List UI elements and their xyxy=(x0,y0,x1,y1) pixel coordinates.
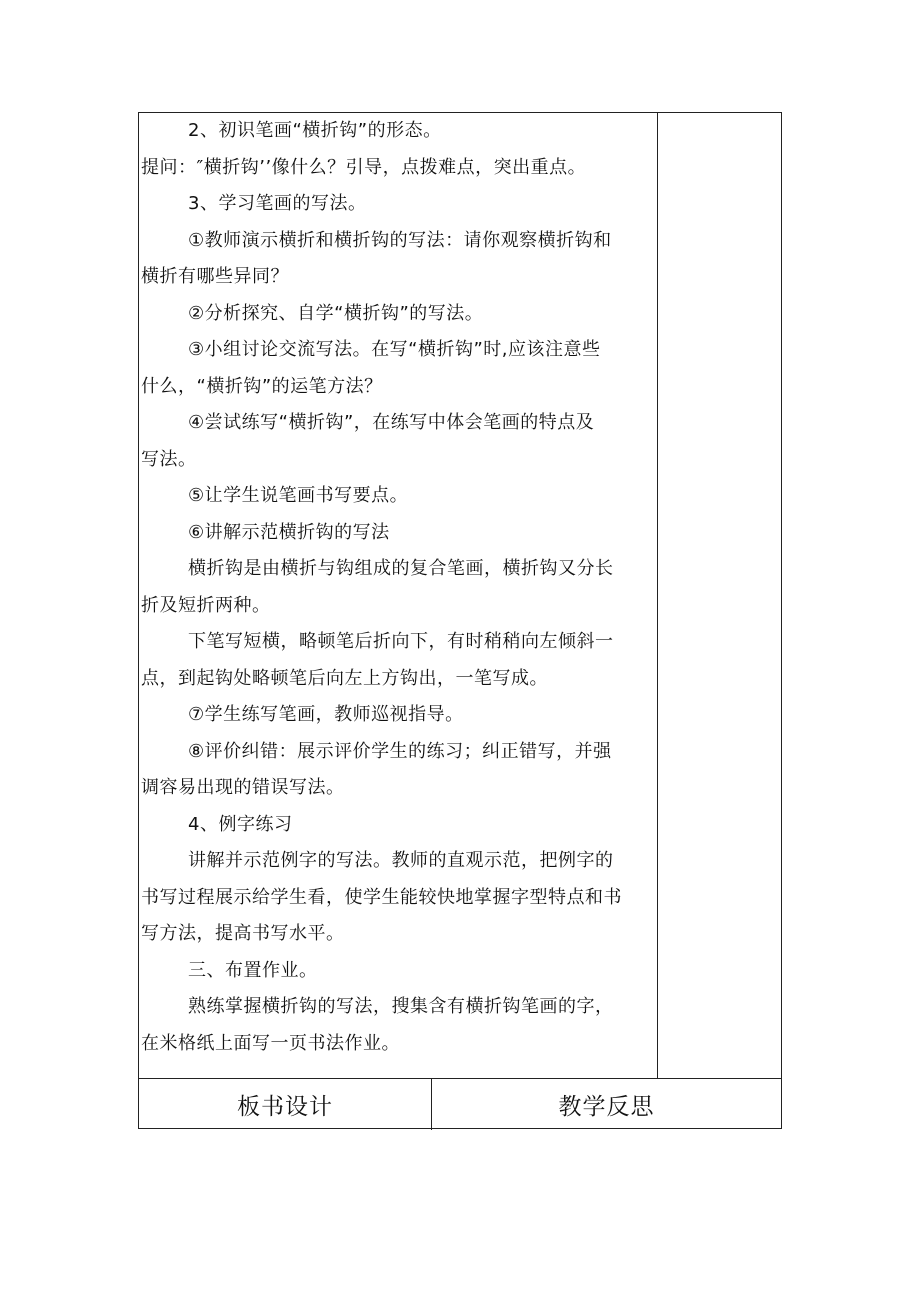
lesson-line: ③小组讨论交流写法。在写“横折钩”时,应该注意些 xyxy=(188,339,601,360)
lesson-line: ①教师演示横折和横折钩的写法：请你观察横折钩和 xyxy=(188,229,612,251)
lesson-line: ④尝试练写“横折钩”，在练写中体会笔画的特点及 xyxy=(188,412,595,433)
lesson-line: 3、学习笔画的写法。 xyxy=(188,193,367,214)
lesson-line: 折及短折两种。 xyxy=(141,594,271,616)
lesson-line: ②分析探究、自学“横折钩”的写法。 xyxy=(188,302,484,324)
board-design-heading: 板书设计 xyxy=(237,1093,333,1120)
lesson-line: 在米格纸上面写一页书法作业。 xyxy=(141,1032,400,1054)
lesson-line: 调容易出现的错误写法。 xyxy=(141,777,345,798)
lesson-line: 提问：″横折钩’’像什么？引导，点拨难点，突出重点。 xyxy=(141,156,587,178)
lesson-line: ⑥讲解示范横折钩的写法 xyxy=(188,521,390,543)
lesson-line: 下笔写短横，略顿笔后折向下，有时稍稍向左倾斜一 xyxy=(188,631,614,652)
teaching-reflection-heading: 教学反思 xyxy=(558,1093,655,1120)
lesson-line: 2、初识笔画“横折钩”的形态。 xyxy=(188,120,442,141)
lesson-line: 三、布置作业。 xyxy=(188,959,318,981)
lesson-line: ⑤让学生说笔画书写要点。 xyxy=(188,485,409,506)
lesson-line: 横折有哪些异同？ xyxy=(141,266,289,287)
notes-column-divider xyxy=(657,113,658,1078)
lesson-content xyxy=(141,113,657,1062)
lesson-line: 4、例字练习 xyxy=(188,813,293,835)
lesson-line: 书写过程展示给学生看，使学生能较快地掌握字型特点和书 xyxy=(141,886,622,908)
lesson-line: 写方法，提高书写水平。 xyxy=(141,923,345,944)
lesson-line: 点，到起钩处略顿笔后向左上方钩出，一笔写成。 xyxy=(141,667,548,689)
lesson-line: 横折钩是由横折与钩组成的复合笔画，横折钩又分长 xyxy=(188,558,614,579)
lesson-line: 讲解并示范例字的写法。教师的直观示范，把例字的 xyxy=(188,850,614,871)
lesson-line: 什么，“横折钩”的运笔方法？ xyxy=(141,375,383,397)
lesson-line: 写法。 xyxy=(141,448,197,470)
lesson-line: ⑧评价纠错：展示评价学生的练习；纠正错写，并强 xyxy=(188,740,612,762)
lesson-line: ⑦学生练写笔画，教师巡视指导。 xyxy=(188,704,464,725)
lesson-plan-table xyxy=(138,112,782,1129)
lesson-line: 熟练掌握横折钩的写法，搜集含有横折钩笔画的字， xyxy=(188,996,614,1017)
